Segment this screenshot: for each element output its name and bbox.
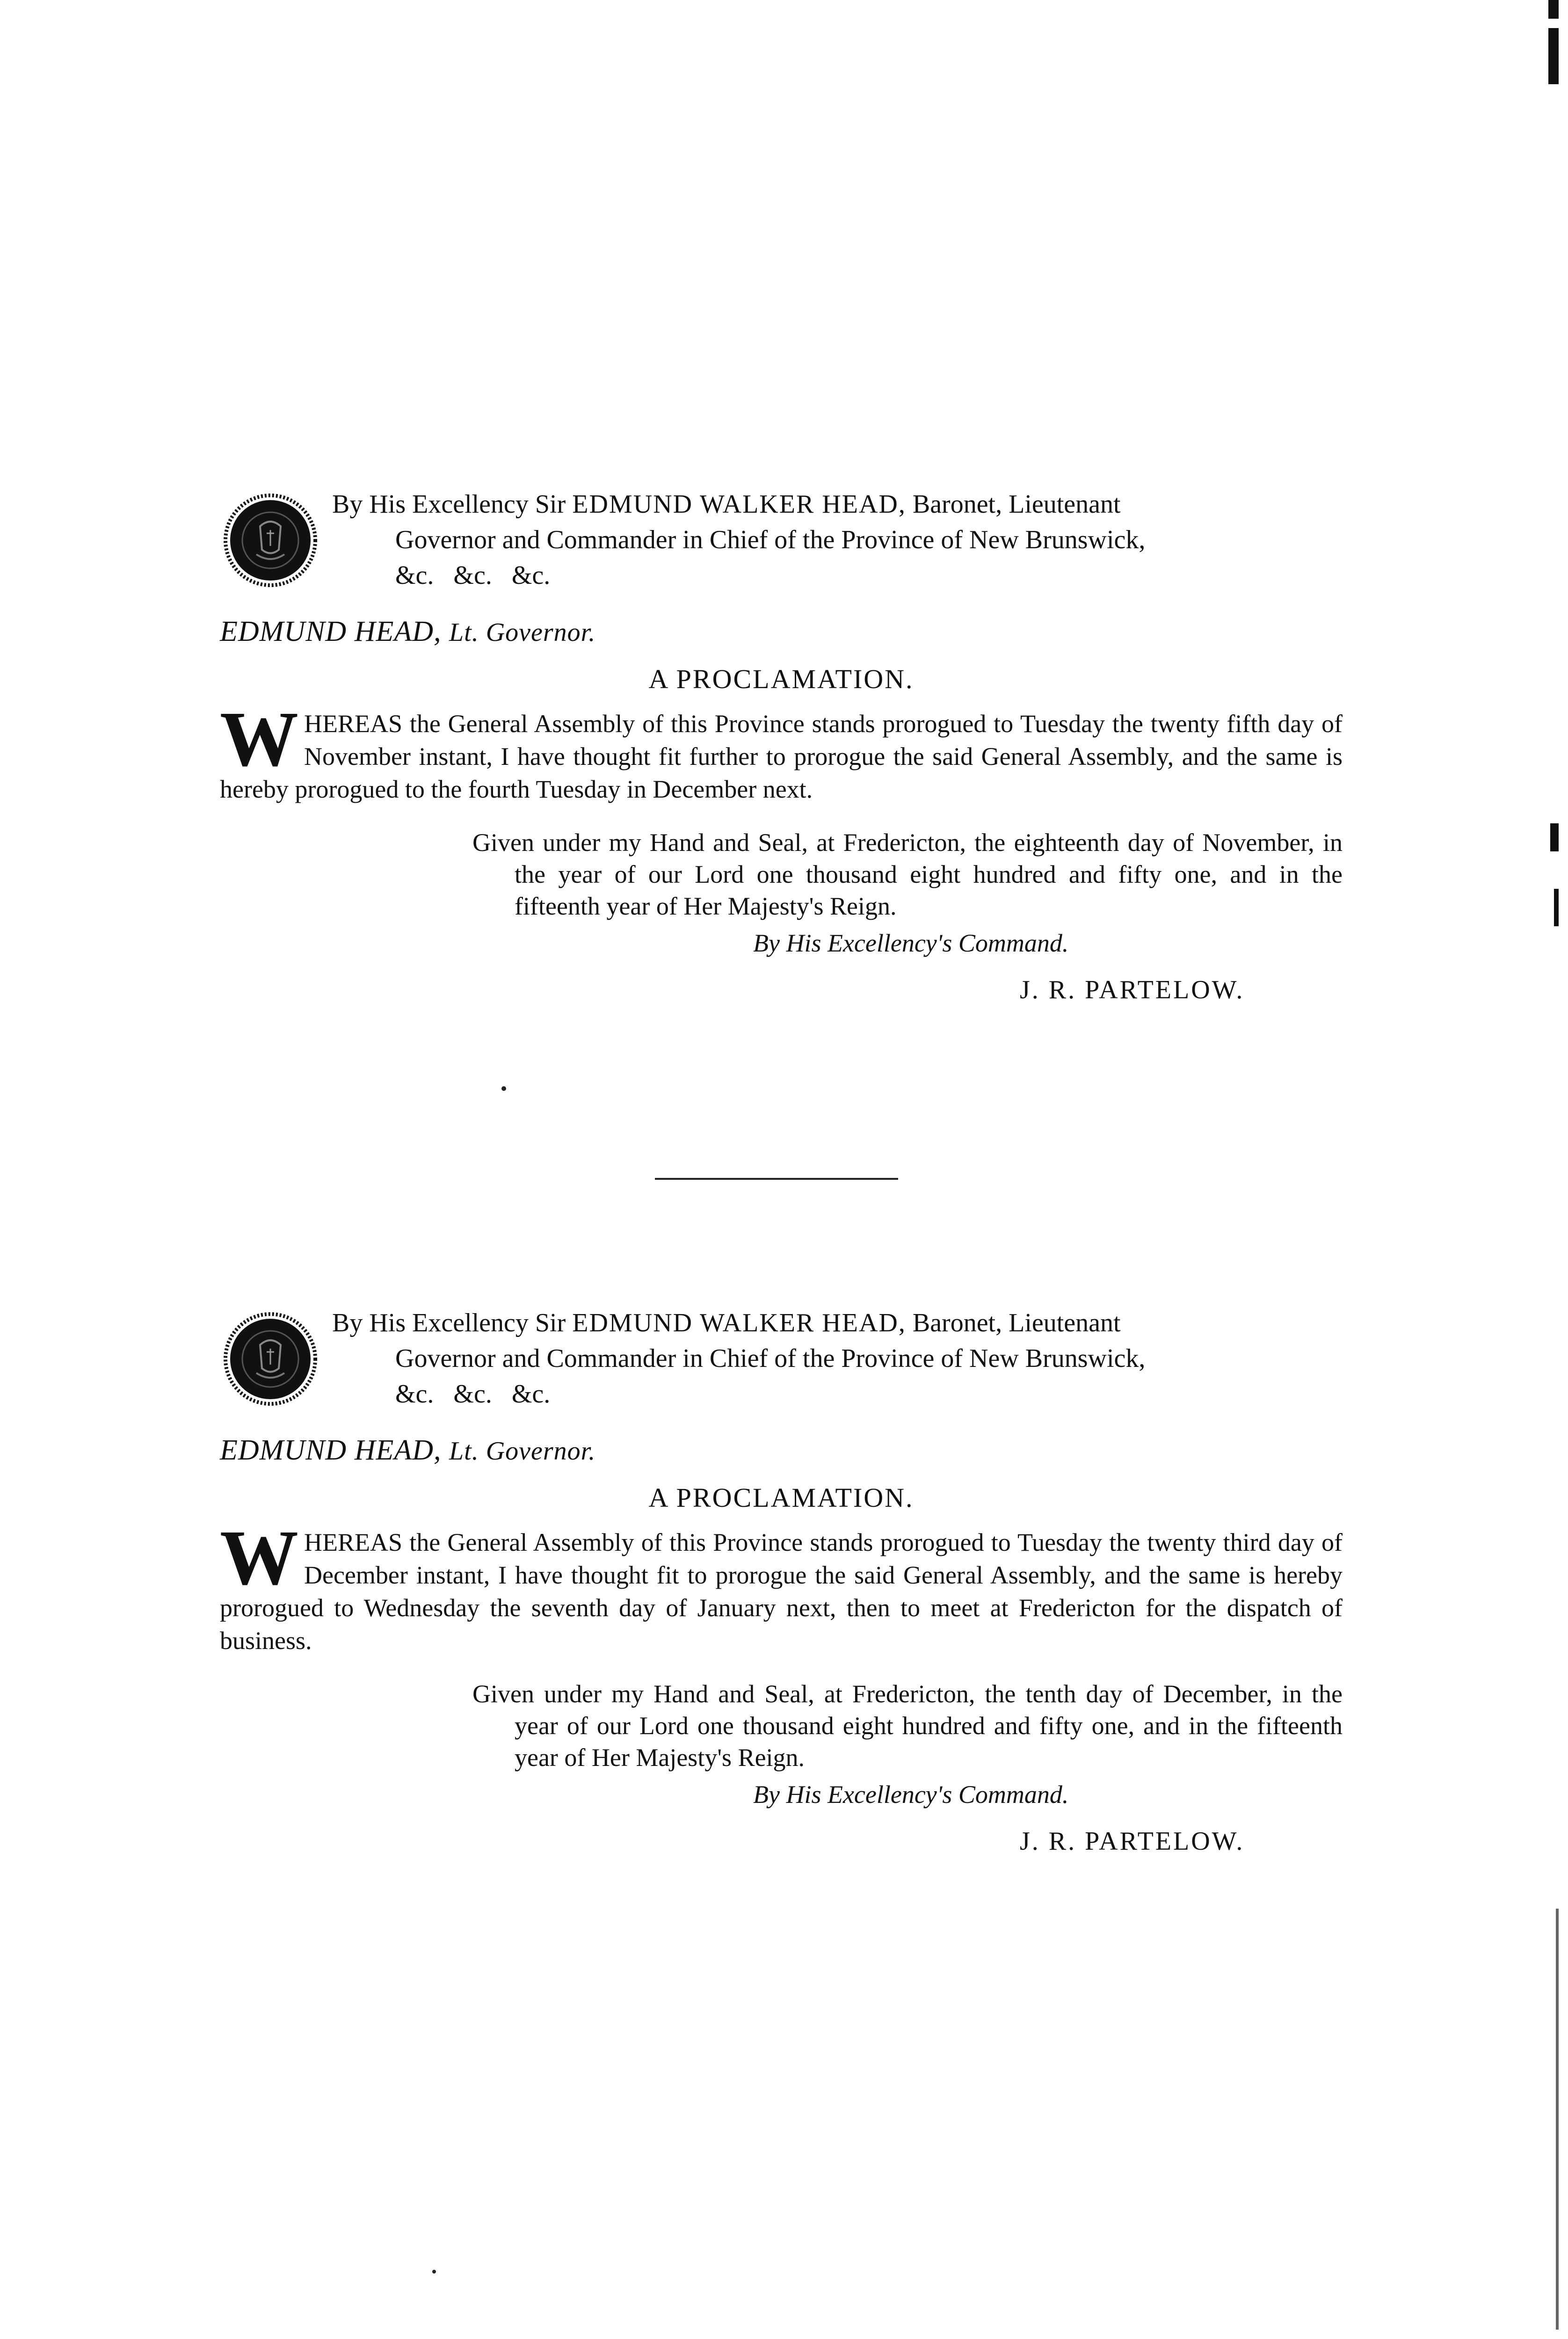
governor-signature <box>220 613 1343 651</box>
royal-seal-icon <box>224 1312 317 1406</box>
header-line-3: &c. &c. &c. <box>395 561 551 590</box>
scan-edge-mark <box>1548 28 1559 84</box>
header-title-rest: Baronet, Lieutenant <box>912 1308 1121 1337</box>
header-text <box>332 1305 1347 1412</box>
governor-full-name: EDMUND WALKER HEAD, <box>572 490 906 519</box>
proclamation-header <box>220 487 1343 613</box>
scan-speck <box>501 1086 506 1091</box>
governor-signature <box>220 1431 1343 1470</box>
scan-edge-mark <box>1554 889 1559 926</box>
command-line: By His Excellency's Command. <box>753 929 1069 957</box>
royal-seal-icon <box>224 494 317 587</box>
header-line-1 <box>332 487 1347 522</box>
header-line-2: Governor and Commander in Chief of the Province of New Brunswick, <box>395 1344 1146 1373</box>
given-under-hand: Given under my Hand and Seal, at Fredericton, the eighteenth day of November, in the year of our Lord one thousand eight hundred and fifty one, and in the fifteenth year of Her Majesty's Reign. <box>472 828 1343 920</box>
proclamation-title: A PROCLAMATION. <box>648 664 914 694</box>
scan-edge-mark <box>1550 823 1559 851</box>
header-by: By His Excellency Sir <box>332 1308 566 1337</box>
proclamation-body <box>220 1514 1343 1657</box>
proclamation-1 <box>220 487 1343 1006</box>
header-text <box>332 487 1347 593</box>
governor-signature-name: EDMUND HEAD, <box>220 1434 442 1466</box>
signer-name: J. R. PARTELOW. <box>1020 975 1245 1004</box>
header-by: By His Excellency Sir <box>332 490 566 519</box>
drop-cap: W <box>220 696 298 783</box>
given-under-hand: Given under my Hand and Seal, at Fredericton, the tenth day of December, in the year of our Lord one thousand eight hundred and fifty one, and in the fifteenth year of Her Majesty's Reign. <box>472 1680 1343 1772</box>
drop-cap: W <box>220 1514 298 1601</box>
command-line: By His Excellency's Command. <box>753 1780 1069 1809</box>
proclamation-body <box>220 696 1343 806</box>
header-title-rest: Baronet, Lieutenant <box>912 490 1121 519</box>
scan-edge-mark <box>1556 1909 1559 2330</box>
governor-signature-rank: Lt. Governor. <box>449 1437 596 1466</box>
proclamation-title: A PROCLAMATION. <box>648 1482 914 1513</box>
scan-speck <box>432 2270 436 2274</box>
body-text: HEREAS the General Assembly of this Province stands prorogued to Tuesday the twenty fifth day of November instant, I have thought fit further to prorogue the said General Assembly, and the same is hereby prorogued to the fourth Tuesday in December next. <box>220 710 1343 803</box>
governor-full-name: EDMUND WALKER HEAD, <box>572 1308 906 1337</box>
signer-name: J. R. PARTELOW. <box>1020 1827 1245 1856</box>
header-line-3: &c. &c. &c. <box>395 1380 551 1409</box>
header-line-1 <box>332 1305 1347 1341</box>
section-divider <box>655 1178 898 1180</box>
scan-edge-mark <box>1548 0 1559 19</box>
proclamation-2 <box>220 1305 1343 1858</box>
governor-signature-rank: Lt. Governor. <box>449 618 596 647</box>
body-text: HEREAS the General Assembly of this Province stands prorogued to Tuesday the twenty third day of December instant, I have thought fit to prorogue the said General Assembly, and the same is hereby prorogued to Wednesday the seventh day of January next, then to meet at Fredericton for the dispatch of business. <box>220 1528 1343 1655</box>
proclamation-header <box>220 1305 1343 1431</box>
header-line-2: Governor and Commander in Chief of the Province of New Brunswick, <box>395 525 1146 554</box>
governor-signature-name: EDMUND HEAD, <box>220 616 442 647</box>
